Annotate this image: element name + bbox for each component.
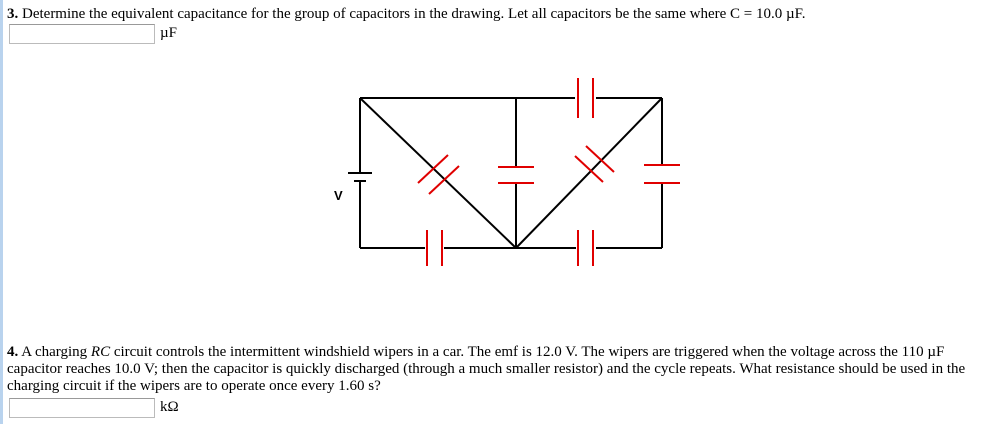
circuit-diagram <box>320 70 680 270</box>
battery-symbol <box>334 173 372 203</box>
circuit-wires <box>360 98 662 248</box>
capacitor-bottom-right <box>578 230 593 266</box>
question-4-unit: kΩ <box>160 399 179 415</box>
question-4-answer-input[interactable] <box>9 398 155 418</box>
capacitor-middle-vertical <box>498 167 534 183</box>
capacitor-top <box>578 78 593 118</box>
question-4-number: 4. <box>7 344 19 360</box>
capacitor-right-diagonal <box>575 146 614 182</box>
question-4-text <box>7 344 985 395</box>
left-border <box>0 0 3 424</box>
capacitor-circuit-figure <box>320 70 680 270</box>
capacitor-bottom-left <box>427 230 442 266</box>
question-3-number: 3. <box>7 6 19 22</box>
question-4-body-start: A charging <box>21 344 91 360</box>
question-3-text <box>7 6 982 23</box>
question-3-body: Determine the equivalent capacitance for the group of capacitors in the drawing. Let all capacitors be the same where C = 10.0 µF. <box>22 6 806 22</box>
voltage-label: V <box>334 188 343 203</box>
question-3-unit: µF <box>160 25 177 41</box>
question-3-answer-input[interactable] <box>9 24 155 44</box>
question-4-body-end: circuit controls the intermittent windshield wipers in a car. The emf is 12.0 V. The wipers are triggered when the voltage across the 110 µF capacitor reaches 10.0 V; then the capacitor is quickly discharged (through a much smaller resistor) and the cycle repeats. What resistance should be used in the charging circuit if the wipers are to operate once every 1.60 s? <box>7 344 966 394</box>
capacitor-right-vertical <box>644 165 680 183</box>
question-4-rc: RC <box>90 344 111 360</box>
